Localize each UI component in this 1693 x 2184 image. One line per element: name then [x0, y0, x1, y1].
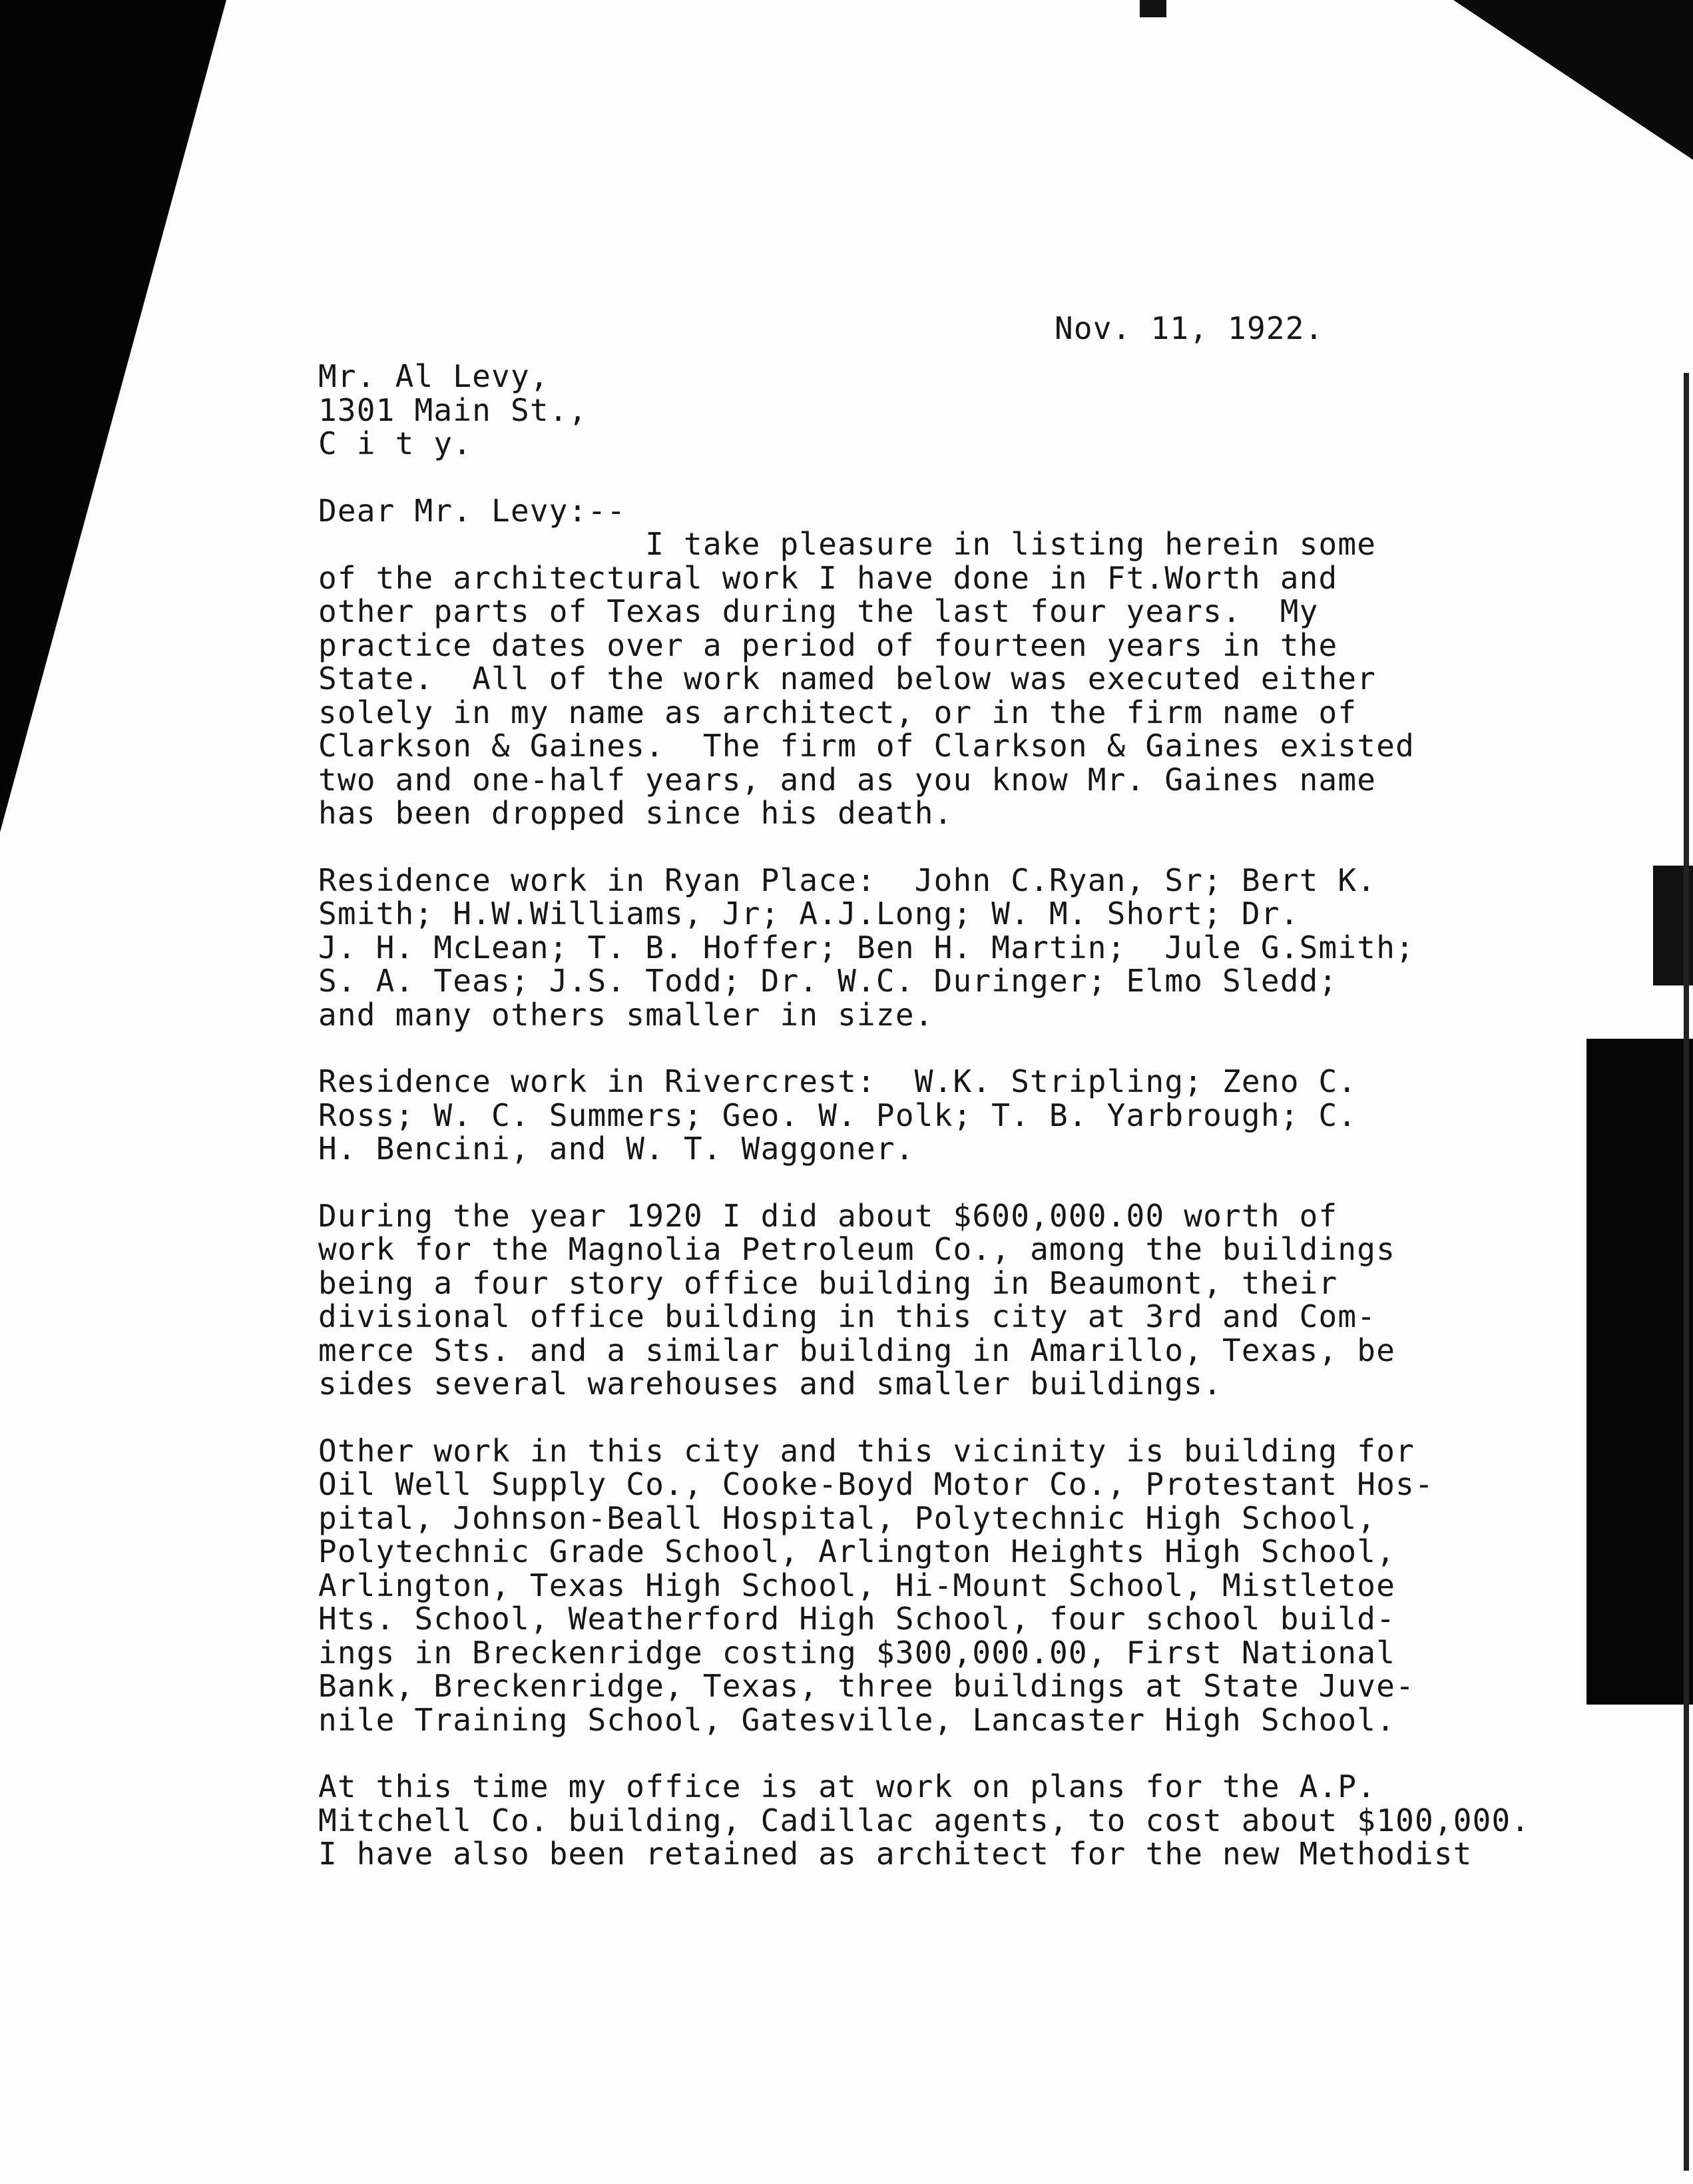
scan-mark [1140, 0, 1166, 17]
text-line: divisional office building in this city at 3rd and Com- [318, 1298, 1377, 1334]
paragraph-ryan-place [318, 864, 1517, 1032]
text-line: At this time my office is at work on plans for the A.P. [318, 1769, 1377, 1804]
text-line: Clarkson & Gaines. The firm of Clarkson & Gaines existed [318, 728, 1415, 764]
text-line: I take pleasure in listing herein some [318, 526, 1377, 562]
text-line: Hts. School, Weatherford High School, four school build- [318, 1601, 1396, 1637]
text-line: Arlington, Texas High School, Hi-Mount School, Mistletoe [318, 1567, 1396, 1603]
text-line: Polytechnic Grade School, Arlington Heights High School, [318, 1533, 1396, 1569]
text-line: two and one-half years, and as you know Mr. Gaines name [318, 761, 1377, 798]
text-line: S. A. Teas; J.S. Todd; Dr. W.C. Duringer; Elmo Sledd; [318, 963, 1338, 999]
text-line: and many others smaller in size. [318, 996, 934, 1033]
text-line: being a four story office building in Beaumont, their [318, 1264, 1338, 1301]
text-line: J. H. McLean; T. B. Hoffer; Ben H. Martin; Jule G.Smith; [318, 929, 1415, 965]
text-line: nile Training School, Gatesville, Lancaster High School. [318, 1701, 1396, 1738]
address-line: C i t y. [318, 425, 473, 461]
text-line: Residence work in Rivercrest: W.K. Stripling; Zeno C. [318, 1063, 1357, 1099]
paragraph-other-work [318, 1434, 1517, 1737]
scan-shadow-right [1586, 1039, 1693, 1705]
text-line: I have also been retained as architect for the new Methodist [318, 1836, 1473, 1872]
scan-edge-line [1684, 373, 1689, 2171]
text-line: Bank, Breckenridge, Texas, three buildings at State Juve- [318, 1668, 1415, 1704]
paragraph-rivercrest [318, 1065, 1517, 1166]
paragraph-intro [318, 527, 1517, 830]
text-line: H. Bencini, and W. T. Waggoner. [318, 1131, 915, 1167]
address-line: Mr. Al Levy, [318, 358, 549, 394]
text-line: pital, Johnson-Beall Hospital, Polytechnic High School, [318, 1500, 1377, 1536]
text-line: Other work in this city and this vicinity is building for [318, 1432, 1415, 1469]
text-line: sides several warehouses and smaller buildings. [318, 1366, 1223, 1402]
salutation: Dear Mr. Levy:-- [318, 492, 626, 529]
text-line: Smith; H.W.Williams, Jr; A.J.Long; W. M. Short; Dr. [318, 896, 1300, 932]
text-line: Residence work in Ryan Place: John C.Ryan, Sr; Bert K. [318, 862, 1377, 898]
scan-shadow-left [0, 0, 226, 832]
text-line: practice dates over a period of fourteen years in the [318, 627, 1338, 663]
text-line: work for the Magnolia Petroleum Co., among the buildings [318, 1231, 1396, 1267]
text-line: Ross; W. C. Summers; Geo. W. Polk; T. B. Yarbrough; C. [318, 1097, 1357, 1133]
scan-shadow-top-right [1453, 0, 1693, 160]
letter-date: Nov. 11, 1922. [1055, 310, 1324, 346]
text-line: During the year 1920 I did about $600,000.00 worth of [318, 1197, 1338, 1234]
address-block [318, 360, 1517, 461]
text-line: solely in my name as architect, or in the firm name of [318, 694, 1357, 730]
text-line: Oil Well Supply Co., Cooke-Boyd Motor Co., Protestant Hos- [318, 1466, 1434, 1502]
text-line: has been dropped since his death. [318, 795, 953, 831]
paragraph-current-work [318, 1769, 1531, 1872]
address-line: 1301 Main St., [318, 392, 588, 428]
paragraph-magnolia [318, 1199, 1517, 1401]
text-line: other parts of Texas during the last four years. My [318, 593, 1319, 629]
text-line: Mitchell Co. building, Cadillac agents, to cost about $100,000. [318, 1802, 1531, 1838]
letter-body [318, 293, 1531, 1872]
text-line: of the architectural work I have done in Ft.Worth and [318, 559, 1338, 596]
text-line: ings in Breckenridge costing $300,000.00, First National [318, 1634, 1396, 1671]
text-line: merce Sts. and a similar building in Amarillo, Texas, be [318, 1332, 1396, 1368]
text-line: State. All of the work named below was executed either [318, 661, 1377, 696]
